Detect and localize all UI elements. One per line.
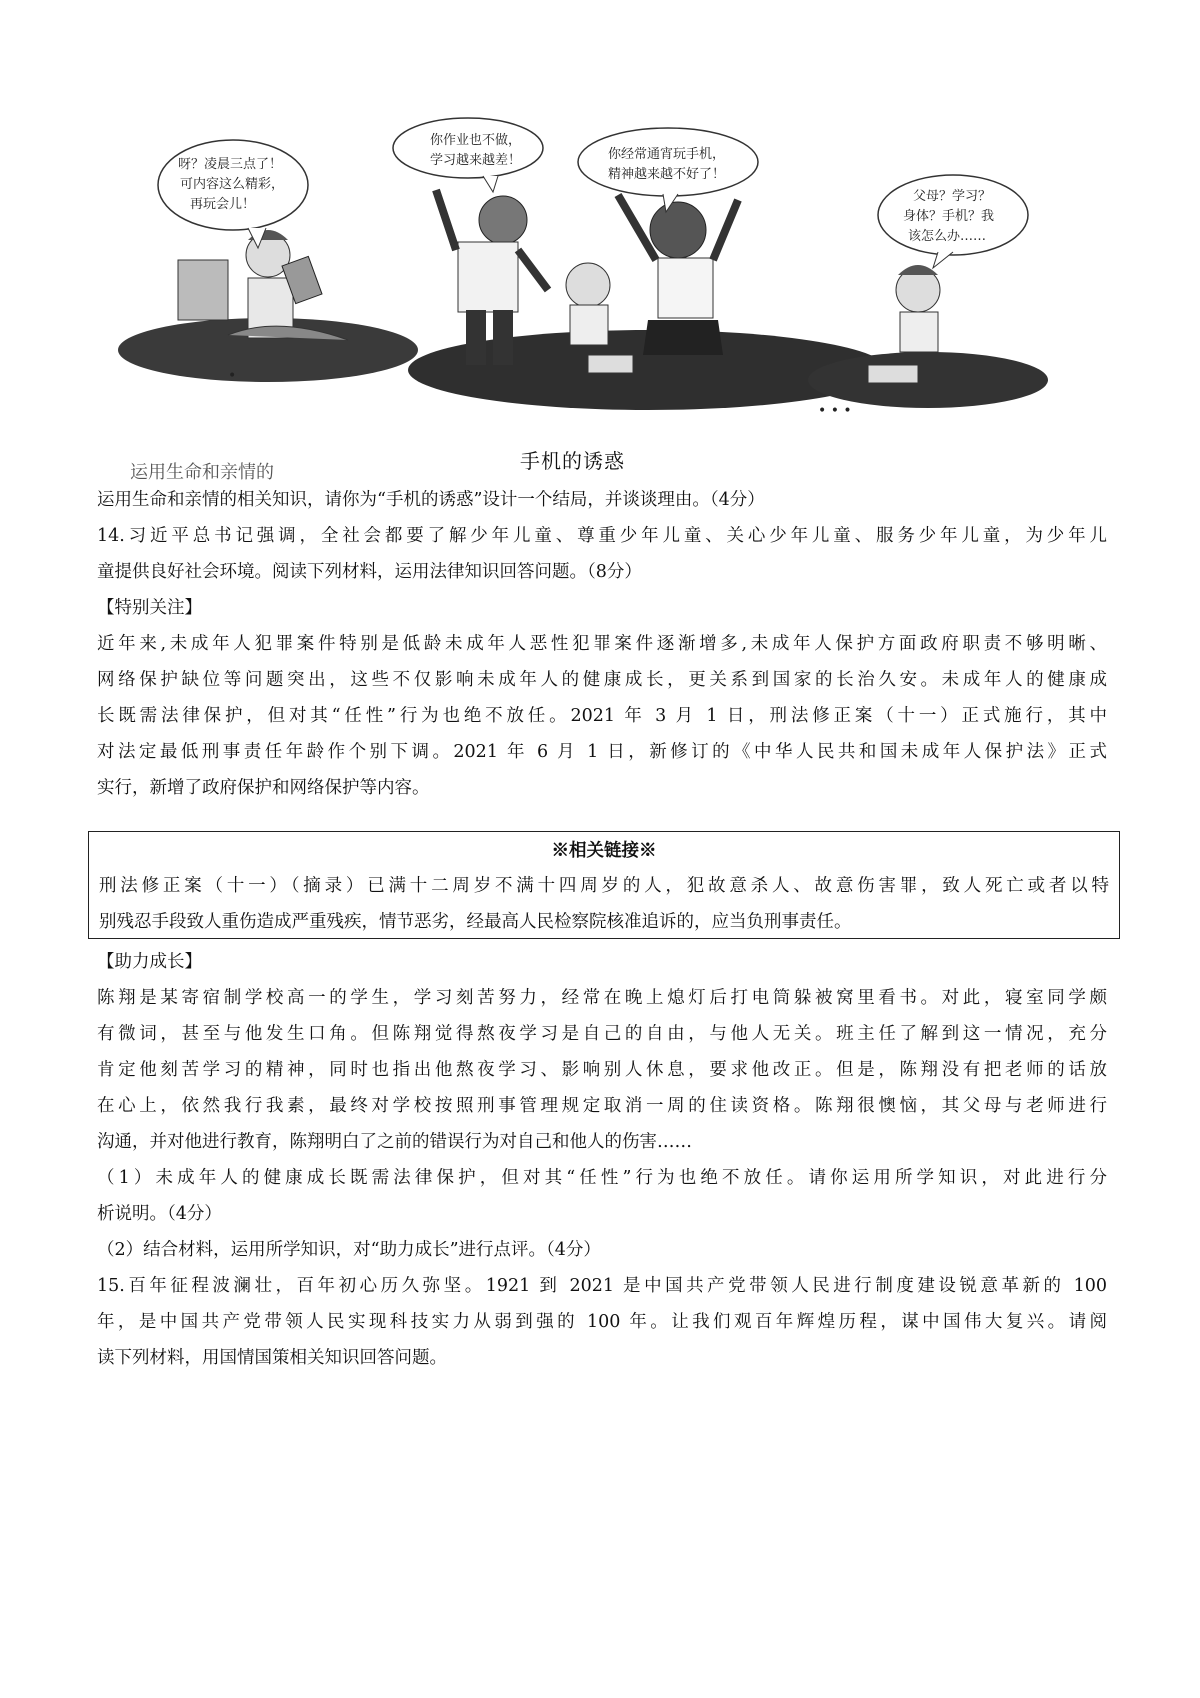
section-title-special-attention: 【特别关注】	[97, 598, 202, 618]
figure-caption: 手机的诱惑	[520, 449, 625, 473]
svg-text:•: •	[228, 368, 237, 384]
material-line: 实行，新增了政府保护和网络保护等内容。	[97, 778, 430, 798]
bubble-text: 可内容这么精彩，	[180, 177, 285, 192]
bubble-text: 你作业也不做，	[430, 133, 522, 148]
material-line: 肯定他刻苦学习的精神，同时也指出他熬夜学习、影响别人休息，要求他改正。但是，陈翔没有把老师的话放	[97, 1060, 1107, 1080]
bubble-text: 学习越来越差！	[430, 153, 522, 168]
q14-block	[97, 518, 1107, 806]
cartoon-figure	[118, 120, 1058, 483]
related-link-line: 刑法修正案（十一）（摘录）已满十二周岁不满十四周岁的人，犯故意杀人、故意伤害罪，致人死亡或者以特	[99, 876, 1109, 896]
related-link-box	[88, 831, 1120, 939]
material-line: 在心上，依然我行我素，最终对学校按照刑事管理规定取消一周的住读资格。陈翔很懊恼，其父母与老师进行	[97, 1096, 1107, 1116]
q15-line: 15.百年征程波澜壮，百年初心历久弥坚。1921 到 2021 是中国共产党带领人民进行制度建设锐意革新的 100	[97, 1276, 1107, 1296]
q15-line: 年，是中国共产党带领人民实现科技实力从弱到强的 100 年。让我们观百年辉煌历程，谋中国伟大复兴。请阅	[97, 1312, 1107, 1332]
q13-prompt: 运用生命和亲情的相关知识，请你为“手机的诱惑”设计一个结局，并谈谈理由。（4分）	[97, 490, 765, 510]
material-line: 近年来,未成年人犯罪案件特别是低龄未成年人恶性犯罪案件逐渐增多,未成年人保护方面政府职责不够明晰、	[97, 634, 1107, 654]
sub-question-2: （2）结合材料，运用所学知识，对“助力成长”进行点评。（4分）	[97, 1240, 601, 1260]
bubble-text: 精神越来越不好了！	[608, 167, 726, 182]
sub-question-1-cont: 析说明。（4分）	[97, 1204, 222, 1224]
bubble-text: 呀？凌晨三点了！	[178, 157, 283, 172]
panel-parents-scolding	[393, 118, 888, 410]
panel-boy-reading-phone	[118, 140, 418, 384]
related-link-line: 别残忍手段致人重伤造成严重残疾，情节恶劣，经最高人民检察院核准追诉的，应当负刑事责任。	[99, 912, 852, 932]
material-line: 长既需法律保护，但对其“任性”行为也绝不放任。2021 年 3 月 1 日，刑法修正案（十一）正式施行，其中	[97, 706, 1107, 726]
q14-section2-block	[97, 944, 1107, 1376]
q14-intro-line: 14.习近平总书记强调，全社会都要了解少年儿童、尊重少年儿童、关心少年儿童、服务少年儿童，为少年儿	[97, 526, 1107, 546]
ellipsis-dots: • • •	[818, 403, 852, 419]
section-title-help-growth: 【助力成长】	[97, 952, 202, 972]
material-line: 陈翔是某寄宿制学校高一的学生，学习刻苦努力，经常在晚上熄灯后打电筒躲被窝里看书。对此，寝室同学颇	[97, 988, 1107, 1008]
q15-line: 读下列材料，用国情国策相关知识回答问题。	[97, 1348, 447, 1368]
related-link-title: ※相关链接※	[551, 841, 657, 861]
material-line: 网络保护缺位等问题突出，这些不仅影响未成年人的健康成长，更关系到国家的长治久安。未成年人的健康成	[97, 670, 1107, 690]
q14-intro-line: 童提供良好社会环境。阅读下列材料，运用法律知识回答问题。（8分）	[97, 562, 642, 582]
bubble-text: 身体？手机？我	[903, 209, 995, 224]
panel-boy-thinking	[808, 175, 1048, 419]
bubble-text: 你经常通宵玩手机，	[608, 147, 726, 162]
cut-off-text: 运用生命和亲情的	[130, 462, 274, 483]
bubble-text: 再玩会儿！	[190, 197, 256, 212]
q13-block	[97, 482, 1107, 518]
sub-question-1: （1）未成年人的健康成长既需法律保护，但对其“任性”行为也绝不放任。请你运用所学知识，对此进行分	[97, 1168, 1107, 1188]
bubble-text: 父母？学习？	[913, 189, 992, 204]
material-line: 对法定最低刑事责任年龄作个别下调。2021 年 6 月 1 日，新修订的《中华人民共和国未成年人保护法》正式	[97, 742, 1107, 762]
bubble-text: 该怎么办……	[908, 229, 987, 244]
material-line: 有微词，甚至与他发生口角。但陈翔觉得熬夜学习是自己的自由，与他人无关。班主任了解到这一情况，充分	[97, 1024, 1107, 1044]
material-line: 沟通，并对他进行教育，陈翔明白了之前的错误行为对自己和他人的伤害……	[97, 1132, 692, 1152]
